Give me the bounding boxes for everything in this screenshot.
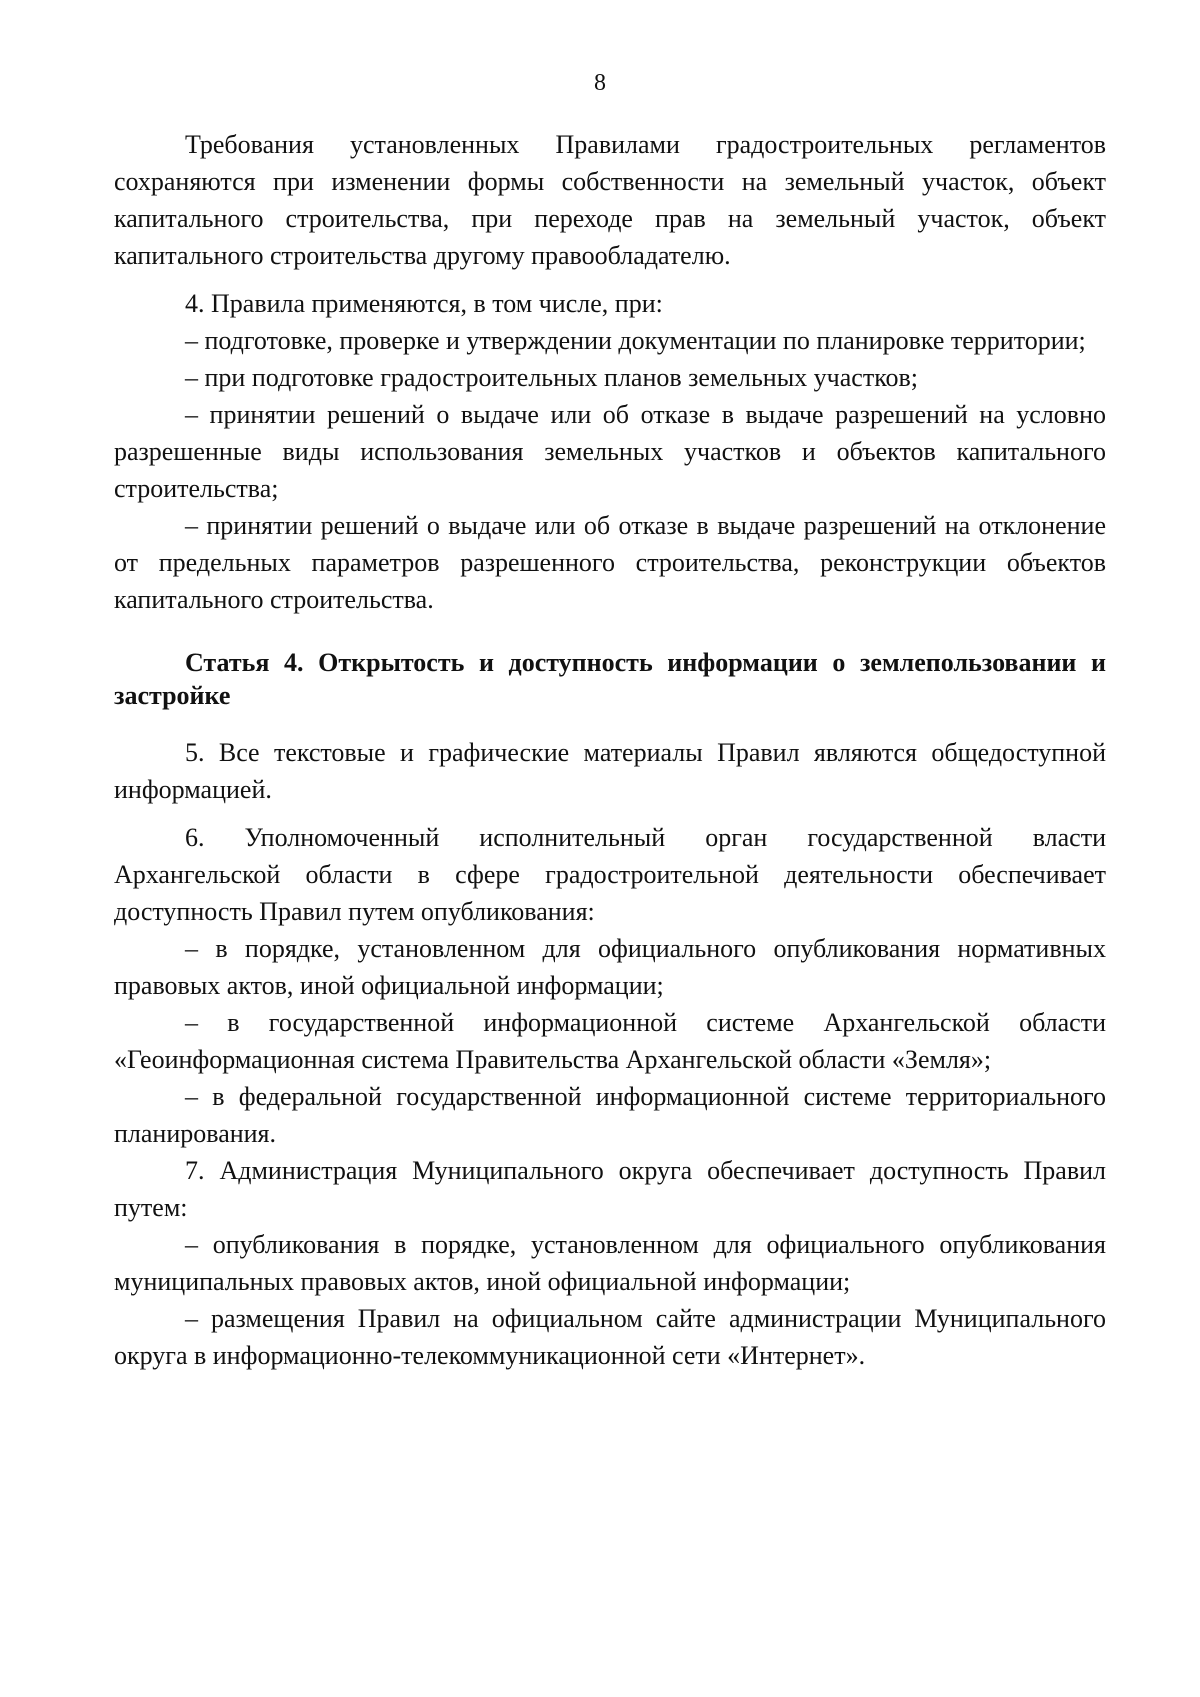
paragraph-item-4: 4. Правила применяются, в том числе, при: xyxy=(185,289,663,318)
list-item-urban-plans: – при подготовке градостроительных планов земельных участков; xyxy=(185,363,919,392)
list-item-website-placement: – размещения Правил на официальном сайте администрации Муниципального округа в информационно-телекоммуникационной сети «Интернет». xyxy=(114,1304,1106,1370)
paragraph-item-6: 6. Уполномоченный исполнительный орган государственной власти Архангельской области в сфере градостроительной деятельности обеспечивает доступность Правил путем опубликования: xyxy=(114,823,1106,926)
article-4-heading: Статья 4. Открытость и доступность информации о землепользовании и застройке xyxy=(114,648,1106,710)
list-item-deviation-permits: – принятии решений о выдаче или об отказе в выдаче разрешений на отклонение от предельных параметров разрешенного строительства, реконструкции объектов капитального строительства. xyxy=(114,511,1106,614)
paragraph-item-7: 7. Администрация Муниципального округа обеспечивает доступность Правил путем: xyxy=(114,1156,1106,1222)
document-body xyxy=(114,126,1106,1374)
paragraph-item-5: 5. Все текстовые и графические материалы Правил являются общедоступной информацией. xyxy=(114,738,1106,804)
list-item-planning-documentation: – подготовке, проверке и утверждении документации по планировке территории; xyxy=(185,326,1086,355)
list-item-official-publication: – в порядке, установленном для официального опубликования нормативных правовых актов, иной официальной информации; xyxy=(114,934,1106,1000)
list-item-conditional-use-permits: – принятии решений о выдаче или об отказе в выдаче разрешений на условно разрешенные виды использования земельных участков и объектов капитального строительства; xyxy=(114,400,1106,503)
list-item-federal-gis: – в федеральной государственной информационной системе территориального планирования. xyxy=(114,1082,1106,1148)
paragraph-regulations-preserved: Требования установленных Правилами градостроительных регламентов сохраняются при изменении формы собственности на земельный участок, объект капитального строительства, при переходе прав на земельный участок, объект капитального строительства другому правообладателю. xyxy=(114,130,1106,270)
page-number: 8 xyxy=(594,70,606,96)
list-item-municipal-publication: – опубликования в порядке, установленном для официального опубликования муниципальных правовых актов, иной официальной информации; xyxy=(114,1230,1106,1296)
list-item-regional-gis: – в государственной информационной системе Архангельской области «Геоинформационная система Правительства Архангельской области «Земля»; xyxy=(114,1008,1106,1074)
